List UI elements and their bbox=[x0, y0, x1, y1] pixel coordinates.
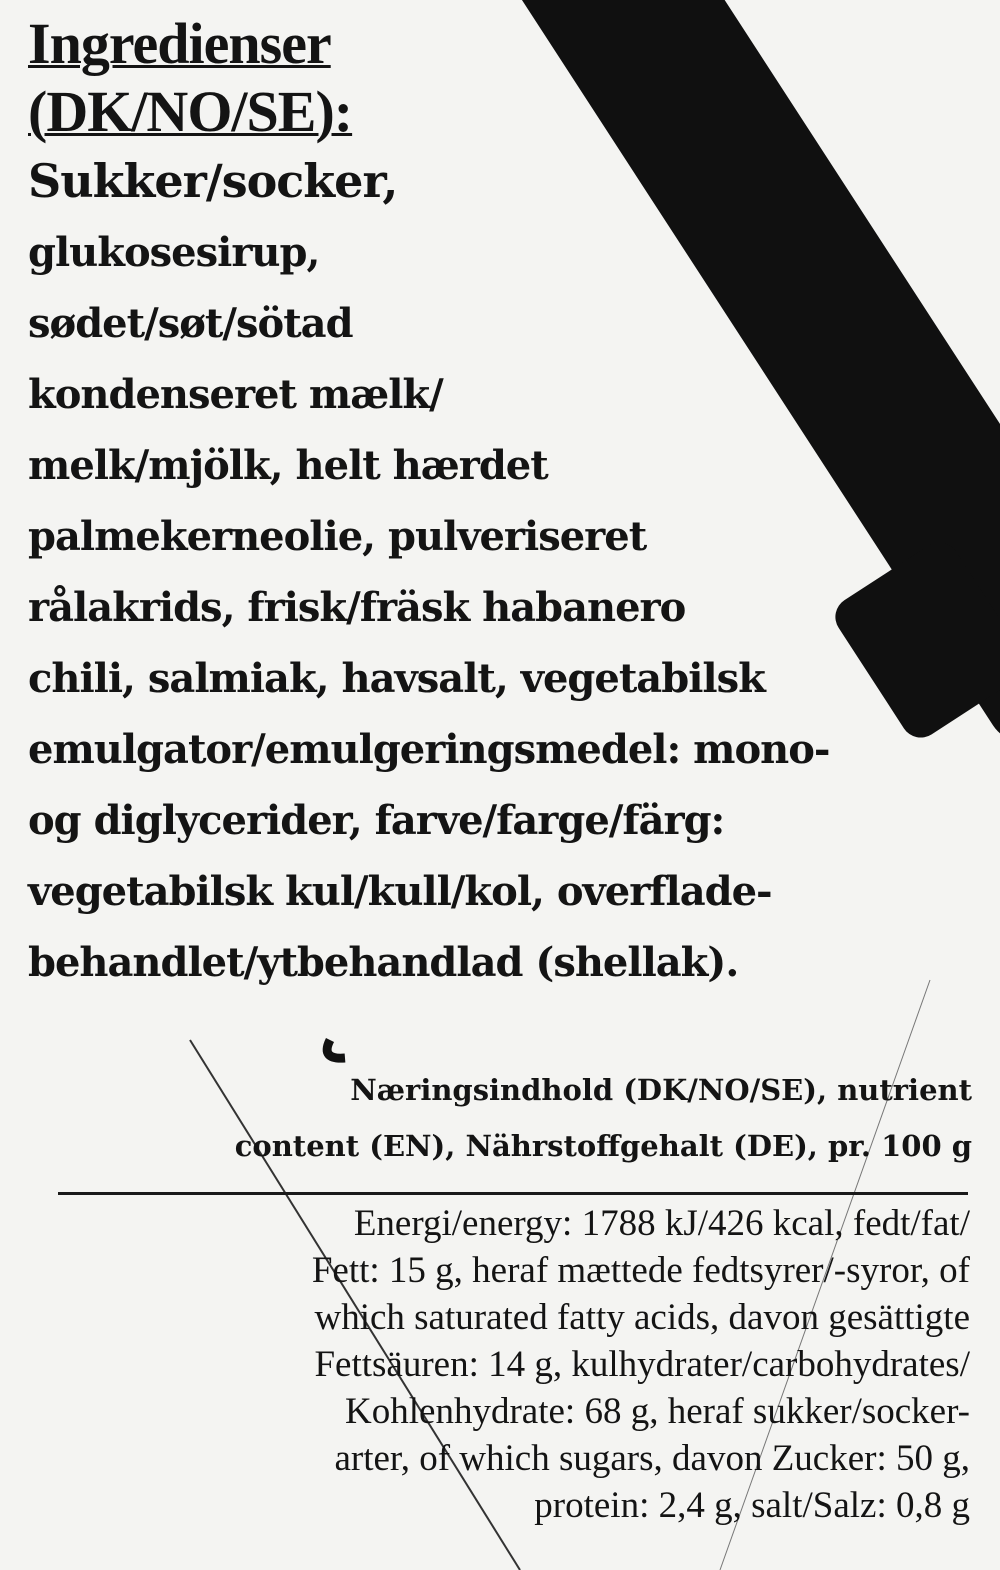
nutrition-header bbox=[235, 1062, 972, 1174]
nutrition-line: protein: 2,4 g, salt/Salz: 0,8 g bbox=[534, 1485, 970, 1526]
ingredient-line: rålakrids, frisk/fräsk habanero bbox=[28, 584, 686, 631]
ingredient-line: vegetabilsk kul/kull/kol, overflade- bbox=[28, 868, 772, 915]
nutrition-line: Energi/energy: 1788 kJ/426 kcal, fedt/fat/ bbox=[353, 1203, 970, 1244]
ingredient-line: sødet/søt/sötad bbox=[28, 300, 353, 347]
ingredient-line: melk/mjölk, helt hærdet bbox=[28, 442, 548, 489]
ingredient-line: behandlet/ytbehandlad (shellak). bbox=[28, 939, 739, 986]
nutrition-line: Fett: 15 g, heraf mættede fedtsyrer/-syror, of bbox=[311, 1250, 970, 1291]
nutrition-line: which saturated fatty acids, davon gesättigte bbox=[314, 1297, 970, 1338]
nutrition-header-line: content (EN), Nährstoffgehalt (DE), pr. 100 g bbox=[234, 1129, 972, 1163]
ingredient-line: palmekerneolie, pulveriseret bbox=[28, 513, 647, 560]
nutrition-line: Fettsäuren: 14 g, kulhydrater/carbohydrates/ bbox=[314, 1344, 970, 1385]
ingredients-title: Ingredienser bbox=[28, 11, 331, 76]
ingredient-line: chili, salmiak, havsalt, vegetabilsk bbox=[28, 655, 765, 702]
nutrition-line: arter, of which sugars, davon Zucker: 50 g, bbox=[334, 1438, 970, 1479]
nutrition-values bbox=[312, 1200, 970, 1529]
ingredients-title-languages: (DK/NO/SE): bbox=[28, 79, 353, 144]
ingredient-line: glukosesirup, bbox=[28, 229, 320, 276]
nutrition-line: Kohlenhydrate: 68 g, heraf sukker/socker- bbox=[345, 1391, 970, 1432]
divider bbox=[58, 1192, 968, 1195]
nutrition-header-line: Næringsindhold (DK/NO/SE), nutrient bbox=[350, 1073, 972, 1107]
ingredient-line: og diglycerider, farve/farge/färg: bbox=[28, 797, 725, 844]
ingredient-line: kondenseret mælk/ bbox=[28, 371, 443, 418]
ingredient-line: emulgator/emulgeringsmedel: mono- bbox=[28, 726, 830, 773]
ingredient-line: Sukker/socker, bbox=[28, 154, 398, 208]
